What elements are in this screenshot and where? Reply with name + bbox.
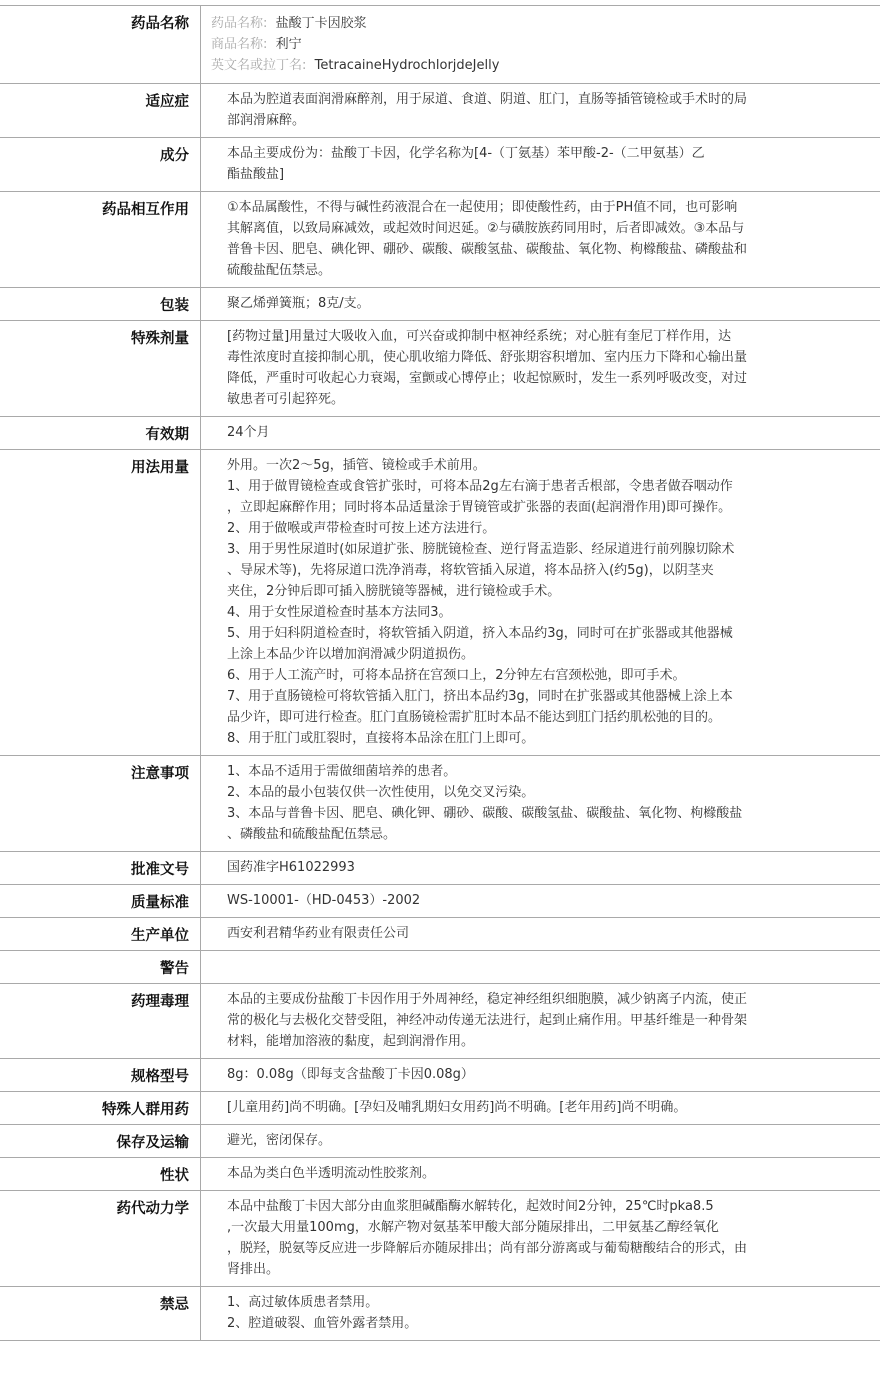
- drug-info-body: [0, 6, 880, 1341]
- table-row: [0, 1158, 880, 1191]
- value-line: 西安利君精华药业有限责任公司: [227, 923, 856, 944]
- row-value-text: [201, 1092, 880, 1124]
- value-line: 本品为腔道表面润滑麻醉剂，用于尿道、食道、阴道、肛门，直肠等插管镜检或手术时的局 部润滑麻醉。: [227, 89, 856, 131]
- row-value-text: [201, 450, 880, 755]
- value-line: [儿童用药]尚不明确。[孕妇及哺乳期妇女用药]尚不明确。[老年用药]尚不明确。: [227, 1097, 856, 1118]
- row-label: [0, 1158, 201, 1191]
- row-label-text: 包装: [0, 288, 200, 315]
- table-row: [0, 84, 880, 138]
- row-label-text: 药理毒理: [0, 984, 200, 1011]
- trade-name-value: 利宁: [276, 37, 302, 52]
- row-value: [201, 918, 880, 951]
- value-line: 外用。一次2～5g，插管、镜检或手术前用。: [227, 455, 856, 476]
- row-label: [0, 417, 201, 450]
- english-name-key: 英文名或拉丁名:: [211, 58, 306, 73]
- row-value-text: [201, 321, 880, 416]
- value-line: WS-10001-（HD-0453）-2002: [227, 890, 856, 911]
- table-row: [0, 1125, 880, 1158]
- row-label: [0, 852, 201, 885]
- table-row: [0, 1092, 880, 1125]
- row-value: [201, 852, 880, 885]
- row-label: [0, 1059, 201, 1092]
- value-line: 2、本品的最小包装仅供一次性使用，以免交叉污染。: [227, 782, 856, 803]
- row-value-text: [201, 885, 880, 917]
- trade-name-key: 商品名称:: [211, 37, 267, 52]
- row-label-text: 警告: [0, 951, 200, 978]
- row-label-text: 药品相互作用: [0, 192, 200, 219]
- row-label: [0, 1092, 201, 1125]
- row-value-text: [201, 288, 880, 320]
- value-line: 1、用于做胃镜检查或食管扩张时，可将本品2g左右滴于患者舌根部，令患者做吞咽动作 ，立即起麻醉作用；同时将本品适量涂于胃镜管或扩张器的表面(起润滑作用)即可操作。: [227, 476, 856, 518]
- value-line: 国药准字H61022993: [227, 857, 856, 878]
- table-row: [0, 1191, 880, 1287]
- value-line: 7、用于直肠镜检可将软管插入肛门，挤出本品约3g，同时在扩张器或其他器械上涂上本 品少许，即可进行检查。肛门直肠镜检需扩肛时本品不能达到肛门括约肌松弛的目的。: [227, 686, 856, 728]
- table-row: [0, 1059, 880, 1092]
- row-label-text: 质量标准: [0, 885, 200, 912]
- table-row: [0, 756, 880, 852]
- value-line: 3、本品与普鲁卡因、肥皂、碘化钾、硼砂、碳酸、碳酸氢盐、碳酸盐、氧化物、枸橼酸盐 、磷酸盐和硫酸盐配伍禁忌。: [227, 803, 856, 845]
- row-value-text: [201, 1125, 880, 1157]
- value-line: 2、用于做喉或声带检查时可按上述方法进行。: [227, 518, 856, 539]
- table-row: [0, 951, 880, 984]
- row-drug-name: [0, 6, 880, 84]
- row-label-text: 注意事项: [0, 756, 200, 783]
- row-label: [0, 84, 201, 138]
- row-label: [0, 192, 201, 288]
- row-value: [201, 1125, 880, 1158]
- table-row: [0, 417, 880, 450]
- value-line: 本品主要成份为：盐酸丁卡因，化学名称为[4-（丁氨基）苯甲酸-2-（二甲氨基）乙 酯盐酸盐]: [227, 143, 856, 185]
- table-row: [0, 885, 880, 918]
- value-line: 1、本品不适用于需做细菌培养的患者。: [227, 761, 856, 782]
- trade-name-line: [211, 34, 856, 55]
- drug-name-value: 盐酸丁卡因胶浆: [276, 16, 367, 31]
- row-label: [0, 1125, 201, 1158]
- row-value-text: [201, 1287, 880, 1340]
- value-line: 24个月: [227, 422, 856, 443]
- row-value: [201, 951, 880, 984]
- value-line: 6、用于人工流产时，可将本品挤在宫颈口上，2分钟左右宫颈松弛，即可手术。: [227, 665, 856, 686]
- row-label-text: 药品名称: [0, 6, 200, 33]
- row-value: [201, 984, 880, 1059]
- row-label-text: 成分: [0, 138, 200, 165]
- row-value-text: [201, 918, 880, 950]
- row-value-text: [201, 417, 880, 449]
- row-label-text: 禁忌: [0, 1287, 200, 1314]
- row-value-text: [201, 984, 880, 1058]
- row-value-text: [201, 951, 880, 983]
- table-row: [0, 192, 880, 288]
- row-label-text: 保存及运输: [0, 1125, 200, 1152]
- row-label-text: 批准文号: [0, 852, 200, 879]
- row-value: [201, 1191, 880, 1287]
- row-value-text: [201, 84, 880, 137]
- row-value: [201, 6, 880, 84]
- row-value-text: [201, 756, 880, 851]
- row-value: [201, 84, 880, 138]
- row-value: [201, 192, 880, 288]
- row-label-text: 有效期: [0, 417, 200, 444]
- row-value: [201, 450, 880, 756]
- table-row: [0, 918, 880, 951]
- value-line: 本品为类白色半透明流动性胶浆剂。: [227, 1163, 856, 1184]
- row-label-text: 性状: [0, 1158, 200, 1185]
- row-label: [0, 138, 201, 192]
- english-name-value: TetracaineHydrochlorjdeJelly: [315, 58, 500, 73]
- table-row: [0, 321, 880, 417]
- row-value-text: [201, 138, 880, 191]
- row-value: [201, 1287, 880, 1341]
- row-value-text: [201, 1191, 880, 1286]
- row-value: [201, 288, 880, 321]
- row-label: [0, 321, 201, 417]
- row-label: [0, 1287, 201, 1341]
- row-label: [0, 450, 201, 756]
- drug-info-table: [0, 5, 880, 1341]
- row-value: [201, 417, 880, 450]
- row-label: [0, 288, 201, 321]
- row-value-text: [201, 852, 880, 884]
- row-label: [0, 885, 201, 918]
- row-value: [201, 1059, 880, 1092]
- row-label-text: 特殊人群用药: [0, 1092, 200, 1119]
- row-label: [0, 984, 201, 1059]
- row-label: [0, 756, 201, 852]
- row-label-text: 药代动力学: [0, 1191, 200, 1218]
- value-line: 本品中盐酸丁卡因大部分由血浆胆碱酯酶水解转化，起效时间2分钟，25℃时pka8.5 ,一次最大用量100mg，水解产物对氨基苯甲酸大部分随尿排出，二甲氨基乙醇经氧化 ，脱羟，脱氨等反应进一步降解后亦随尿排出；尚有部分游离或与葡萄糖酸结合的形式，由 肾排出。: [227, 1196, 856, 1280]
- row-label-text: 特殊剂量: [0, 321, 200, 348]
- row-value-text: [201, 192, 880, 287]
- row-value: [201, 885, 880, 918]
- value-line: [药物过量]用量过大吸收入血，可兴奋或抑制中枢神经系统；对心脏有奎尼丁样作用，达 毒性浓度时直接抑制心肌，使心肌收缩力降低、舒张期容积增加、室内压力下降和心输出量 降低，严重时可收起心力衰竭，室颤或心博停止；收起惊厥时，发生一系列呼吸改变，对过 敏患者可引起猝死。: [227, 326, 856, 410]
- row-value: [201, 756, 880, 852]
- row-label-text: 用法用量: [0, 450, 200, 477]
- row-label: [0, 1191, 201, 1287]
- row-label: [0, 951, 201, 984]
- table-row: [0, 450, 880, 756]
- row-value: [201, 321, 880, 417]
- value-line: 8、用于肛门或肛裂时，直接将本品涂在肛门上即可。: [227, 728, 856, 749]
- value-line: 2、腔道破裂、血管外露者禁用。: [227, 1313, 856, 1334]
- value-line: 8g：0.08g（即每支含盐酸丁卡因0.08g）: [227, 1064, 856, 1085]
- value-line: 聚乙烯弹簧瓶；8克/支。: [227, 293, 856, 314]
- table-row: [0, 138, 880, 192]
- table-row: [0, 288, 880, 321]
- value-line: 3、用于男性尿道时(如尿道扩张、膀胱镜检查、逆行肾盂造影、经尿道进行前列腺切除术 、导尿术等)，先将尿道口洗净消毒，将软管插入尿道，将本品挤入(约5g)，以阴茎夹 夹住，2分钟后即可插入膀胱镜等器械，进行镜检或手术。: [227, 539, 856, 602]
- value-line: ①本品属酸性，不得与碱性药液混合在一起使用；即使酸性药，由于PH值不同，也可影响 其解离值，以致局麻减效，或起效时间迟延。②与磺胺族药同用时，后者即减效。③本品与 普鲁卡因、肥皂、碘化钾、硼砂、碳酸、碳酸氢盐、碳酸盐、氧化物、枸橼酸盐、磷酸盐和 硫酸盐配伍禁忌。: [227, 197, 856, 281]
- row-value: [201, 1092, 880, 1125]
- row-label-text: 规格型号: [0, 1059, 200, 1086]
- value-line: 4、用于女性尿道检查时基本方法同3。: [227, 602, 856, 623]
- value-line: 避光，密闭保存。: [227, 1130, 856, 1151]
- table-row: [0, 1287, 880, 1341]
- row-value: [201, 1158, 880, 1191]
- row-label: [0, 918, 201, 951]
- value-line: 1、高过敏体质患者禁用。: [227, 1292, 856, 1313]
- drug-name-key: 药品名称:: [211, 16, 267, 31]
- row-label: [0, 6, 201, 84]
- row-label-text: 生产单位: [0, 918, 200, 945]
- value-line: 5、用于妇科阴道检查时，将软管插入阴道，挤入本品约3g，同时可在扩张器或其他器械 上涂上本品少许以增加润滑减少阴道损伤。: [227, 623, 856, 665]
- value-line: 本品的主要成份盐酸丁卡因作用于外周神经，稳定神经组织细胞膜，减少钠离子内流，使正 常的极化与去极化交替受阻，神经冲动传递无法进行，起到止痛作用。甲基纤维是一种骨架 材料，能增加溶液的黏度，起到润滑作用。: [227, 989, 856, 1052]
- row-value: [201, 138, 880, 192]
- row-value-text: [201, 1059, 880, 1091]
- row-label-text: 适应症: [0, 84, 200, 111]
- english-name-line: [211, 55, 856, 76]
- drug-name-block: [201, 6, 880, 83]
- table-row: [0, 984, 880, 1059]
- row-value-text: [201, 1158, 880, 1190]
- drug-name-line: [211, 13, 856, 34]
- table-row: [0, 852, 880, 885]
